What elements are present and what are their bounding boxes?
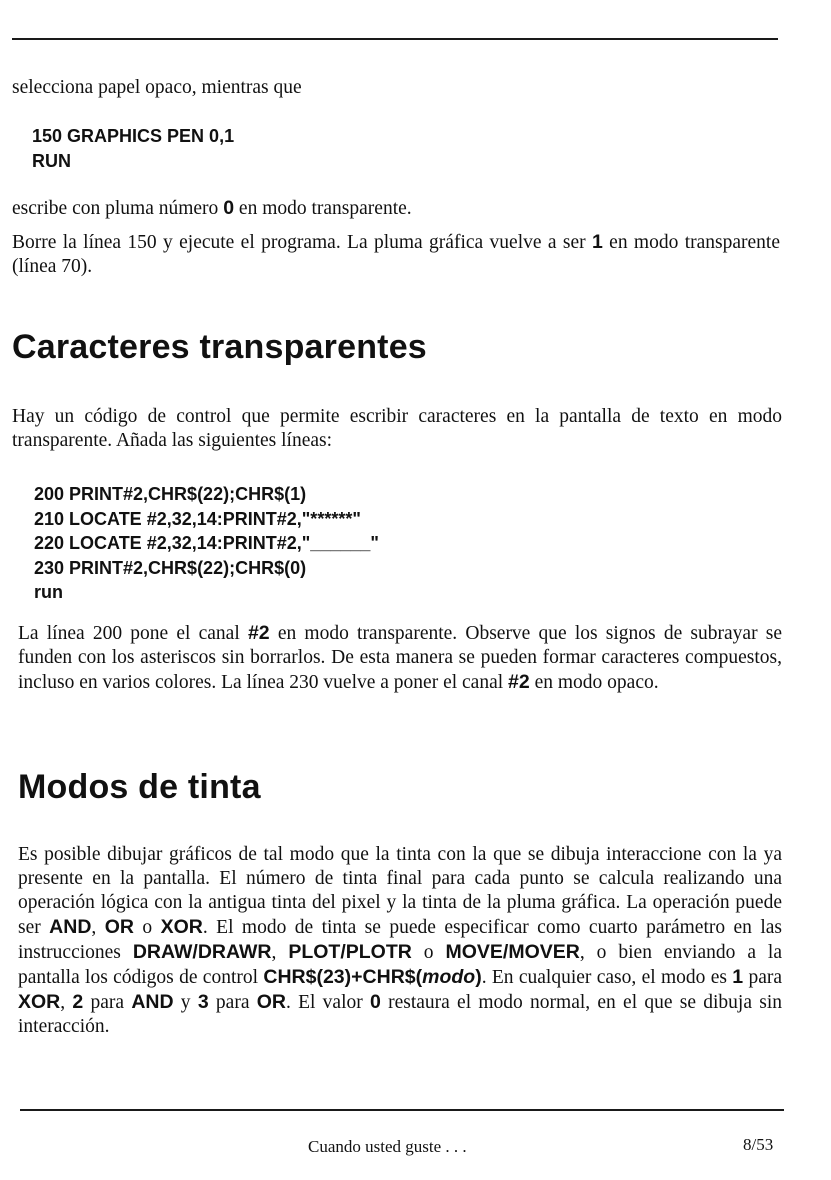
code-block-transparent bbox=[34, 482, 379, 605]
keyword: OR bbox=[256, 991, 286, 1013]
paragraph: Hay un código de control que permite escribir caracteres en la pantalla de texto en modo transparente. Añada las siguientes líneas: bbox=[12, 406, 782, 451]
code-line: 200 PRINT#2,CHR$(22);CHR$(1) bbox=[34, 484, 307, 504]
keyword-italic: modo bbox=[422, 966, 476, 988]
section-heading: Modos de tinta bbox=[18, 768, 261, 806]
code-line: 210 LOCATE #2,32,14:PRINT#2,"******" bbox=[34, 508, 361, 529]
code-line: 230 PRINT#2,CHR$(22);CHR$(0) bbox=[34, 557, 307, 578]
top-rule bbox=[12, 38, 778, 40]
keyword: XOR bbox=[160, 916, 203, 938]
intro-line: selecciona papel opaco, mientras que bbox=[12, 77, 302, 98]
pen-number: 0 bbox=[223, 197, 235, 219]
mode-number: 1 bbox=[732, 966, 744, 988]
code-line: run bbox=[34, 582, 63, 602]
code-line: 220 LOCATE #2,32,14:PRINT#2,"______" bbox=[34, 533, 379, 553]
keyword: OR bbox=[104, 916, 134, 938]
paragraph: escribe con pluma número 0 en modo transparente. bbox=[12, 197, 412, 219]
keyword: DRAW/DRAWR bbox=[132, 941, 272, 963]
paragraph: Es posible dibujar gráficos de tal modo que la tinta con la que se dibuja interaccione con la ya presente en la pantalla. El número de tinta final para cada punto se calcula realizando una operación lógica con la antigua tinta del pixel y la tinta de la pluma gráfica. La operación puede ser AND, OR o XOR. El modo de tinta se puede especificar como cuarto parámetro en las instrucciones DRAW/DRAWR, PLOT/PLOTR o MOVE/MOVER, o bien enviando a la pantalla los códigos de control CHR$(23)+CHR$(modo). En cualquier caso, el modo es 1 para XOR, 2 para AND y 3 para OR. El valor 0 restaura el modo normal, en el que se dibuja sin interacción. bbox=[18, 844, 783, 1037]
keyword: AND bbox=[131, 991, 174, 1013]
pen-number: 1 bbox=[591, 231, 603, 253]
footer-title: Cuando usted guste . . . bbox=[308, 1137, 467, 1156]
keyword: CHR$(23)+CHR$( bbox=[263, 966, 423, 988]
keyword: XOR bbox=[18, 991, 61, 1013]
code-line: RUN bbox=[32, 150, 71, 171]
section-heading: Caracteres transparentes bbox=[12, 328, 427, 366]
paragraph: La línea 200 pone el canal #2 en modo transparente. Observe que los signos de subrayar se funden con los asteriscos sin borrarlos. De esta manera se pueden formar caracteres compuestos, incluso en varios colores. La línea 230 vuelve a poner el canal #2 en modo opaco. bbox=[18, 622, 782, 693]
channel-ref: #2 bbox=[508, 671, 530, 693]
keyword: ) bbox=[475, 966, 482, 988]
bottom-rule bbox=[20, 1109, 784, 1111]
page-number: 8/53 bbox=[743, 1135, 774, 1154]
code-line: 150 GRAPHICS PEN 0,1 bbox=[32, 126, 235, 146]
keyword: AND bbox=[49, 916, 92, 938]
paragraph: Borre la línea 150 y ejecute el programa. La pluma gráfica vuelve a ser 1 en modo transparente (línea 70). bbox=[12, 231, 780, 277]
mode-number: 2 bbox=[72, 991, 84, 1013]
code-block-intro bbox=[32, 124, 234, 173]
mode-number: 3 bbox=[197, 991, 209, 1013]
channel-ref: #2 bbox=[247, 622, 270, 644]
mode-number: 0 bbox=[370, 991, 381, 1013]
keyword: MOVE/MOVER bbox=[445, 941, 580, 963]
keyword: PLOT/PLOTR bbox=[288, 941, 412, 963]
